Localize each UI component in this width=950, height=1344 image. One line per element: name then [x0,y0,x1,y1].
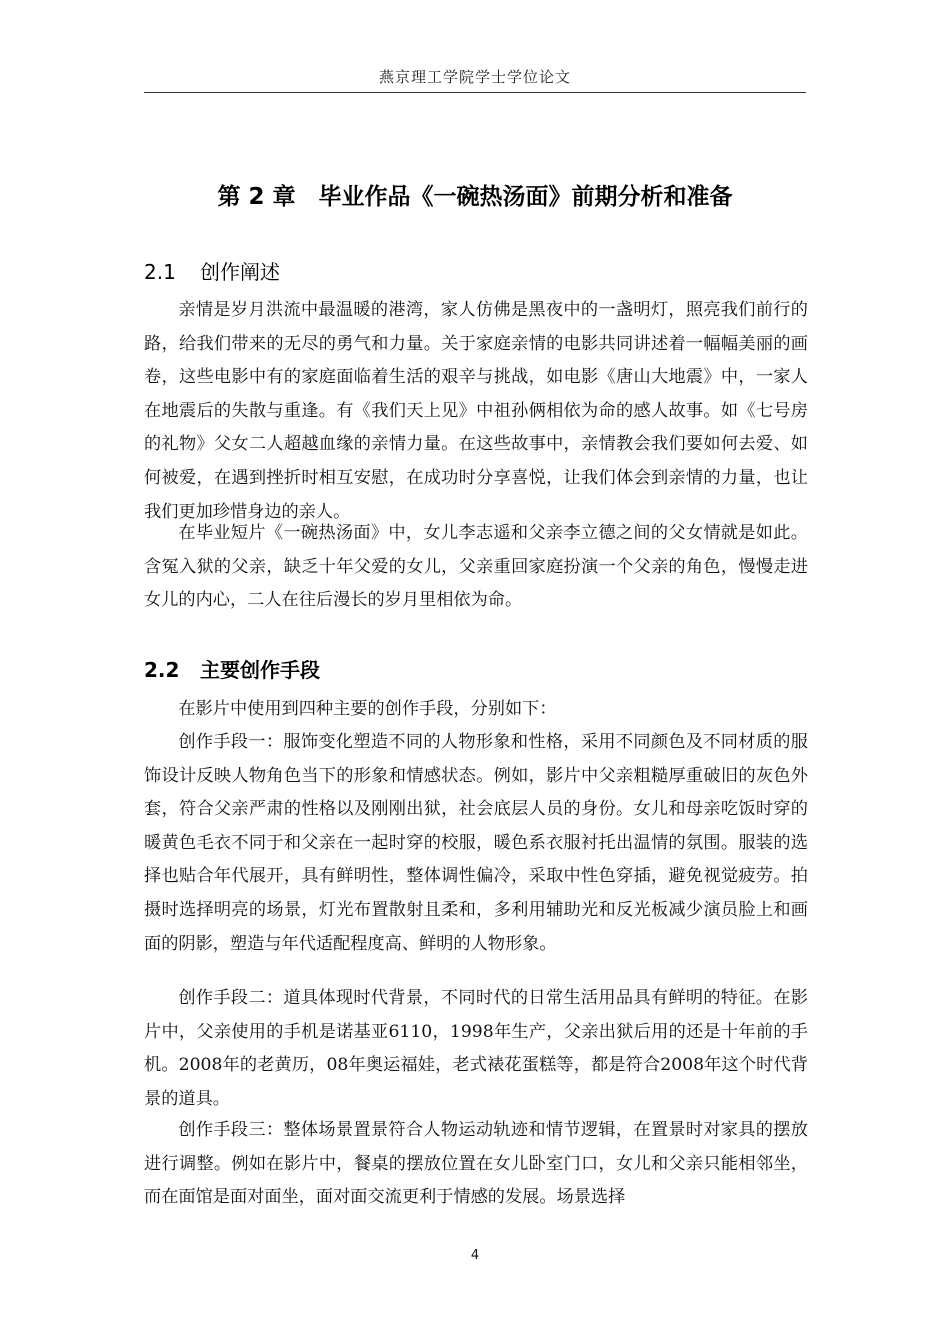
section-title: 创作阐述 [200,260,280,284]
chapter-title: 第 2 章 毕业作品《一碗热汤面》前期分析和准备 [217,184,733,210]
paragraph: 创作手段三：整体场景置景符合人物运动轨迹和情节逻辑，在置景时对家具的摆放进行调整。例如在影片中，餐桌的摆放位置在女儿卧室门口，女儿和父亲只能相邻坐，而在面馆是面对面坐，面对面交流更利于情感的发展。场景选择 [144,1120,808,1208]
paragraph: 在毕业短片《一碗热汤面》中，女儿李志遥和父亲李立德之间的父女情就是如此。含冤入狱的父亲，缺乏十年父爱的女儿，父亲重回家庭扮演一个父亲的角色，慢慢走进女儿的内心，二人在往后漫长的岁月里相依为命。 [144,523,808,611]
header-divider [144,92,806,93]
section-title: 主要创作手段 [200,658,320,682]
paragraph: 创作手段二：道具体现时代背景，不同时代的日常生活用品具有鲜明的特征。在影片中，父亲使用的手机是诺基亚6110，1998年生产，父亲出狱后用的还是十年前的手机。2008年的老黄历，08年奥运福娃，老式裱花蛋糕等，都是符合2008年这个时代背景的道具。 [144,988,808,1109]
section-number: 2.2 [144,658,180,682]
section-number: 2.1 [144,260,176,284]
section-heading-2-2 [144,654,320,683]
running-header: 燕京理工学院学士学位论文 [378,68,571,86]
page-number: 4 [470,1248,480,1263]
paragraph: 在影片中使用到四种主要的创作手段，分别如下： [178,699,557,719]
section-heading-2-1 [144,256,280,285]
paragraph: 创作手段一：服饰变化塑造不同的人物形象和性格，采用不同颜色及不同材质的服饰设计反映人物角色当下的形象和情感状态。例如，影片中父亲粗糙厚重破旧的灰色外套，符合父亲严肃的性格以及刚刚出狱，社会底层人员的身份。女儿和母亲吃饭时穿的暖黄色毛衣不同于和父亲在一起时穿的校服，暖色系衣服衬托出温情的氛围。服装的选择也贴合年代展开，具有鲜明性，整体调性偏冷，采取中性色穿插，避免视觉疲劳。拍摄时选择明亮的场景，灯光布置散射且柔和，多利用辅助光和反光板减少演员脸上和画面的阴影，塑造与年代适配程度高、鲜明的人物形象。 [144,732,808,954]
paragraph: 亲情是岁月洪流中最温暖的港湾，家人仿佛是黑夜中的一盏明灯，照亮我们前行的路，给我们带来的无尽的勇气和力量。关于家庭亲情的电影共同讲述着一幅幅美丽的画卷，这些电影中有的家庭面临着生活的艰辛与挑战，如电影《唐山大地震》中，一家人在地震后的失散与重逢。有《我们天上见》中祖孙俩相依为命的感人故事。如《七号房的礼物》父女二人超越血缘的亲情力量。在这些故事中，亲情教会我们要如何去爱、如何被爱，在遇到挫折时相互安慰，在成功时分享喜悦，让我们体会到亲情的力量，也让我们更加珍惜身边的亲人。 [144,300,808,522]
